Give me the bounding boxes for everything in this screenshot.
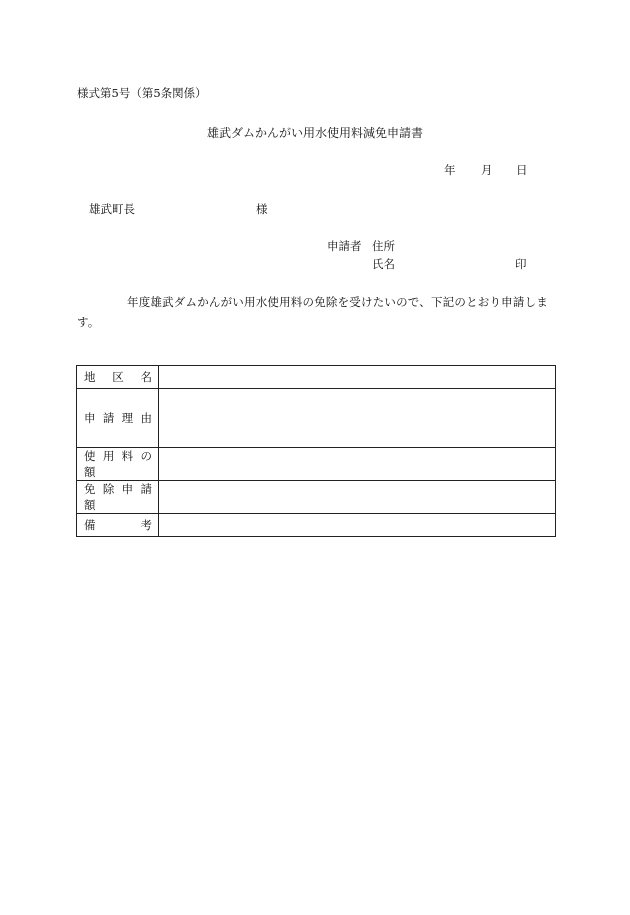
row-label-district: 地 区 名 xyxy=(77,366,159,389)
row-label-exemption-amount: 免 除 申 請 額 xyxy=(77,481,159,514)
addressee-name: 雄武町長 xyxy=(89,202,135,216)
reason-value-cell[interactable] xyxy=(159,389,556,448)
application-body-text: 年度雄武ダムかんがい用水使用料の免除を受けたいので、下記のとおり申請します。 xyxy=(77,295,548,329)
document-title: 雄武ダムかんがい用水使用料減免申請書 xyxy=(206,126,423,140)
row-label-remarks: 備 考 xyxy=(77,514,159,537)
date-month-label: 月 xyxy=(481,163,493,177)
table-row xyxy=(77,514,556,537)
row-label-fee-amount: 使 用 料 の 額 xyxy=(77,448,159,481)
seal-label: 印 xyxy=(515,257,527,271)
applicant-address-label: 住所 xyxy=(372,239,395,253)
applicant-label: 申請者 xyxy=(327,239,362,253)
table-row xyxy=(77,366,556,389)
date-year-label: 年 xyxy=(444,163,456,177)
remarks-value-cell[interactable] xyxy=(159,514,556,537)
row-label-reason: 申 請 理 由 xyxy=(77,389,159,448)
date-day-label: 日 xyxy=(516,163,528,177)
applicant-name-label: 氏名 xyxy=(372,257,395,271)
exemption-amount-value-cell[interactable] xyxy=(159,481,556,514)
district-value-cell[interactable] xyxy=(159,366,556,389)
table-row xyxy=(77,389,556,448)
fee-amount-value-cell[interactable] xyxy=(159,448,556,481)
table-row xyxy=(77,481,556,514)
application-detail-table xyxy=(76,365,556,537)
addressee-honorific: 様 xyxy=(256,202,268,216)
table-row xyxy=(77,448,556,481)
form-number: 様式第5号（第5条関係） xyxy=(77,86,207,100)
